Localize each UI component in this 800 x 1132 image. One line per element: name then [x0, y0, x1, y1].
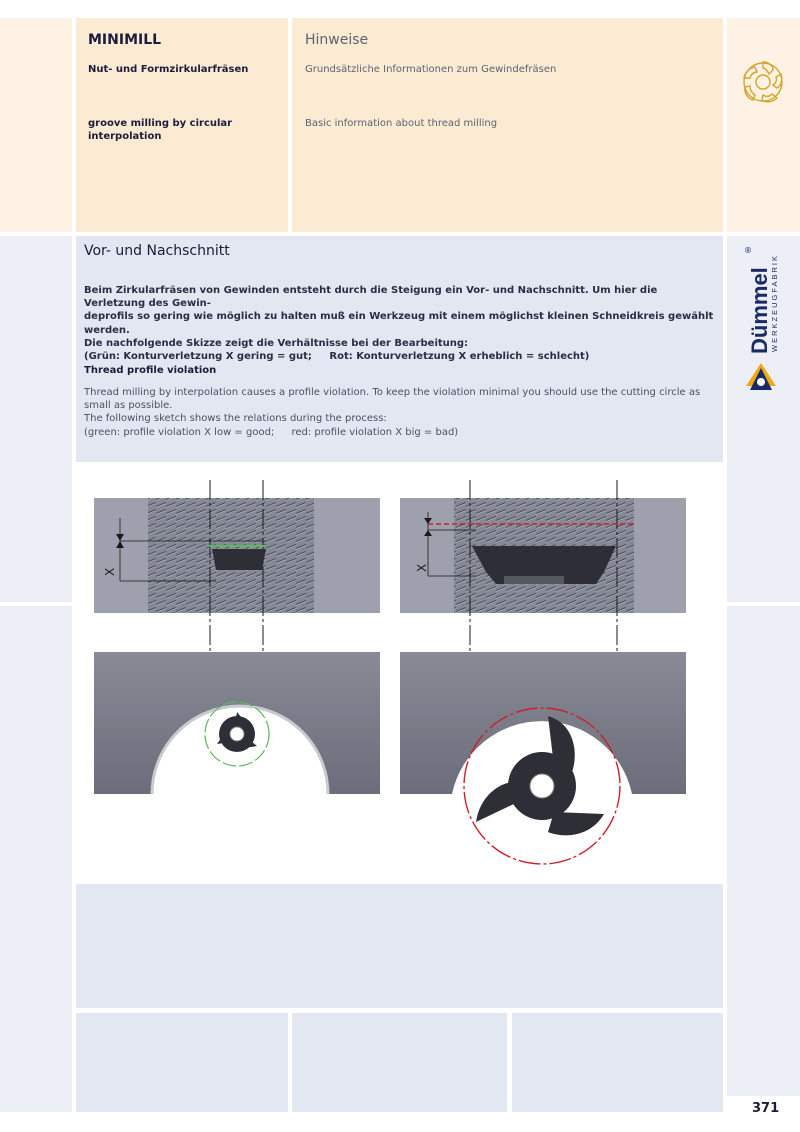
logo-registered-mark: ®	[744, 246, 752, 255]
thread-mill-cutter-icon	[733, 52, 793, 112]
left-plan-view	[94, 652, 380, 794]
right-margin-cream	[727, 18, 800, 232]
page-title: Hinweise	[305, 32, 369, 48]
en-line-1: Thread milling by interpolation causes a profile violation. To keep the violation minimal you should use the cutting circle as	[84, 387, 701, 398]
right-section-view	[400, 480, 686, 666]
de-line-4-red: Rot: Konturverletzung X erheblich = schlecht)	[329, 351, 590, 363]
right-subtitle-de: Grundsätzliche Informationen zum Gewindefräsen	[305, 64, 557, 75]
left-margin-blue-2	[0, 606, 72, 1112]
left-section-view	[94, 480, 380, 666]
left-margin-blue-1	[0, 236, 72, 602]
bottom-panel-1	[76, 1013, 288, 1112]
left-subtitle-de: Nut- und Formzirkularfräsen	[88, 64, 249, 75]
page-number: 371	[752, 1101, 780, 1116]
brand-logo-name: Dümmel	[747, 267, 772, 354]
right-subtitle-en: Basic information about thread milling	[305, 118, 498, 129]
right-plan-view	[400, 652, 686, 864]
en-paragraph	[84, 386, 719, 439]
left-small-cutter	[217, 712, 257, 752]
section-title: Vor- und Nachschnitt	[84, 243, 230, 259]
en-heading: Thread profile violation	[84, 365, 217, 376]
right-margin-blue-2	[727, 606, 800, 1096]
left-dimension-label: X	[103, 567, 117, 576]
left-subtitle-en: groove milling by circular interpolation	[88, 118, 233, 142]
brand-logo-sub: WERKZEUGFABRIK	[770, 253, 779, 352]
de-line-4	[84, 350, 719, 363]
en-line-4	[84, 426, 719, 439]
right-large-cutter	[476, 716, 604, 835]
thread-milling-figure	[76, 466, 723, 880]
empty-panel	[76, 884, 723, 1008]
logo-triangle-icon	[744, 360, 778, 394]
de-line-2: deprofils so gering wie möglich zu halten muß ein Werkzeug mit einem möglichst kleinen Schneidkreis gewählt werden.	[84, 311, 714, 336]
en-line-4-green: (green: profile violation X low = good;	[84, 426, 275, 438]
de-line-3: Die nachfolgende Skizze zeigt die Verhältnisse bei der Bearbeitung:	[84, 337, 469, 349]
left-tool-section	[212, 549, 266, 570]
en-line-3: The following sketch shows the relations during the process:	[84, 413, 387, 425]
left-margin-cream	[0, 18, 72, 232]
brand-title: MINIMILL	[88, 32, 162, 48]
bottom-panel-2	[292, 1013, 507, 1112]
right-dimension-label: X	[415, 563, 429, 572]
de-line-1: Beim Zirkularfräsen von Gewinden entsteht durch die Steigung ein Vor- und Nachschnitt. Um hier die Verletzung des Gewin-	[84, 285, 658, 310]
en-line-2: small as possible.	[84, 400, 173, 412]
de-line-4-green: (Grün: Konturverletzung X gering = gut;	[84, 351, 312, 363]
de-paragraph	[84, 284, 719, 363]
en-line-4-red: red: profile violation X big = bad)	[291, 426, 459, 438]
bottom-panel-3	[512, 1013, 723, 1112]
